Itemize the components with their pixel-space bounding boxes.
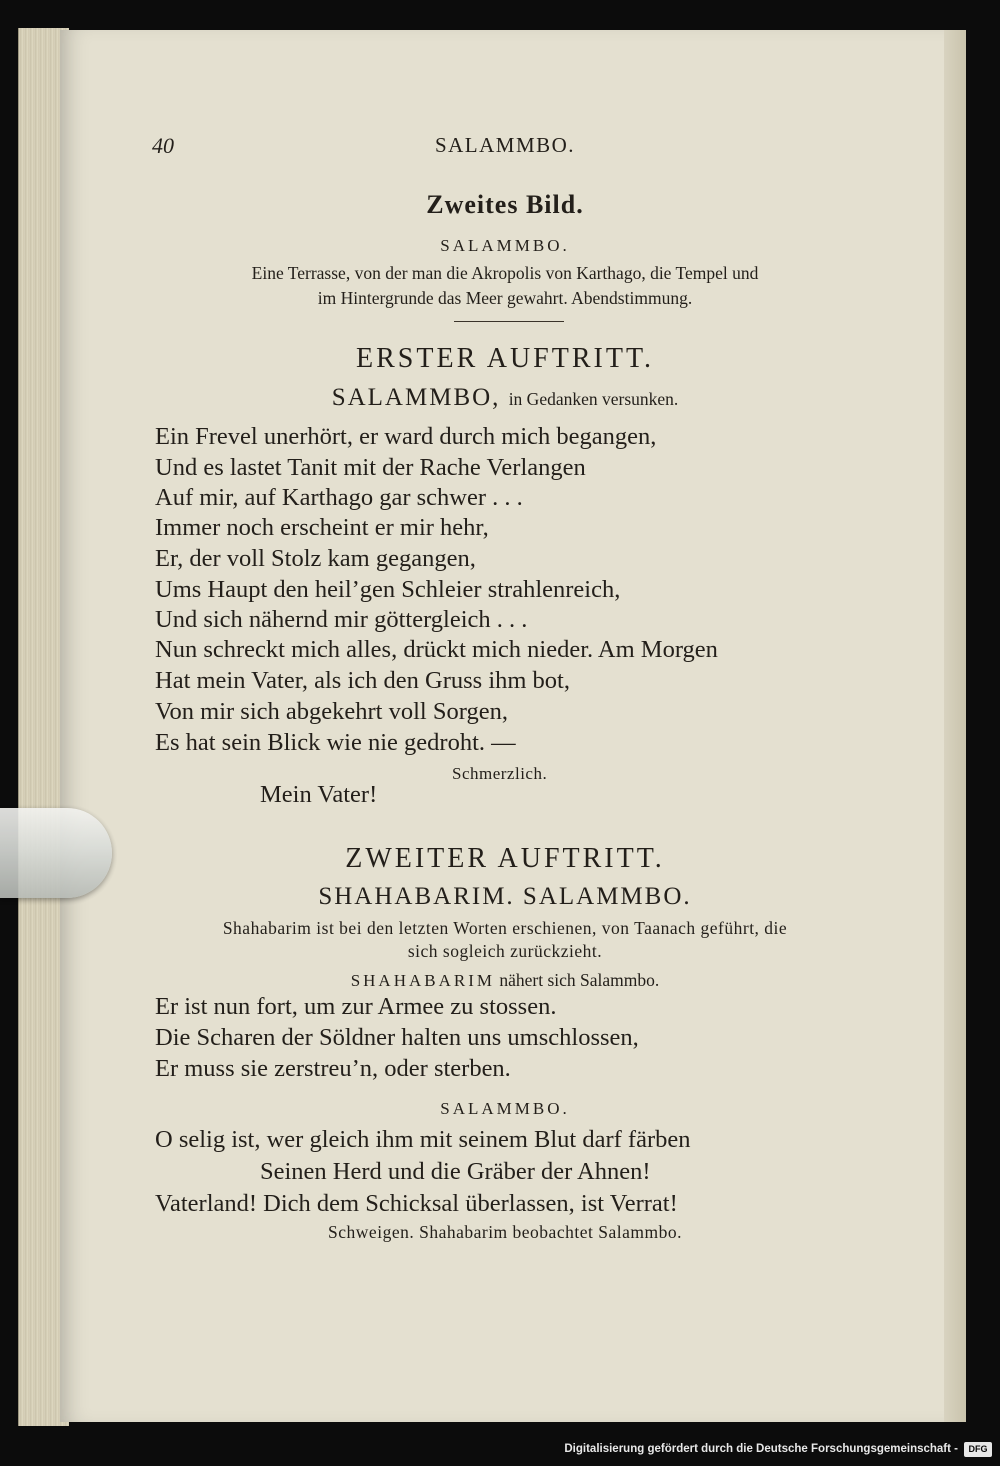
- verse-line: Er ist nun fort, um zur Armee zu stossen.: [155, 993, 557, 1020]
- speaker-name: SHAHABARIM: [350, 971, 495, 990]
- stage-direction: Schmerzlich.: [452, 764, 548, 783]
- verse-line: Seinen Herd und die Gräber der Ahnen!: [260, 1158, 651, 1185]
- section-divider: [454, 321, 564, 322]
- verse-line: Und es lastet Tanit mit der Rache Verlangen: [155, 454, 586, 481]
- dfg-logo: DFG: [964, 1442, 992, 1457]
- verse-line: O selig ist, wer gleich ihm mit seinem Blut darf färben: [155, 1126, 691, 1153]
- verse-line: Die Scharen der Söldner halten uns umschlossen,: [155, 1024, 639, 1051]
- cast-name: SALAMMBO,: [331, 384, 501, 411]
- stage-direction: sich sogleich zurückzieht.: [407, 941, 603, 961]
- verse-line: Ein Frevel unerhört, er ward durch mich begangen,: [155, 423, 657, 450]
- running-title: SALAMMBO.: [434, 133, 576, 157]
- scene-title: Zweites Bild.: [426, 190, 584, 219]
- speaker-name: SALAMMBO.: [440, 1099, 570, 1118]
- page-number: 40: [152, 133, 174, 158]
- act-title: ZWEITER AUFTRITT.: [345, 843, 665, 874]
- verse-line: Er, der voll Stolz kam gegangen,: [155, 545, 476, 572]
- dfg-credit: Digitalisierung gefördert durch die Deutsche Forschungsgemeinschaft -: [564, 1443, 958, 1455]
- setting-line: im Hintergrunde das Meer gewahrt. Abendstimmung.: [317, 288, 693, 308]
- speaker-line: [60, 970, 950, 991]
- verse-line: Von mir sich abgekehrt voll Sorgen,: [155, 698, 508, 725]
- verse-line: Hat mein Vater, als ich den Gruss ihm bot,: [155, 667, 570, 694]
- spoken-line: Mein Vater!: [260, 781, 378, 808]
- verse-line: Vaterland! Dich dem Schicksal überlassen, ist Verrat!: [155, 1190, 678, 1217]
- verse-line: Es hat sein Blick wie nie gedroht. —: [155, 729, 516, 756]
- cast-line: SHAHABARIM. SALAMMBO.: [318, 883, 692, 910]
- stage-direction: Shahabarim ist bei den letzten Worten erschienen, von Taanach geführt, die: [222, 918, 788, 938]
- verse-line: Nun schreckt mich alles, drückt mich nieder. Am Morgen: [155, 636, 718, 663]
- verse-line: Ums Haupt den heil’gen Schleier strahlenreich,: [155, 576, 621, 603]
- act-title: ERSTER AUFTRITT.: [356, 343, 654, 374]
- setting-name: SALAMMBO.: [440, 236, 570, 255]
- setting-line: Eine Terrasse, von der man die Akropolis von Karthago, die Tempel und: [251, 263, 759, 283]
- verse-line: Er muss sie zerstreu’n, oder sterben.: [155, 1055, 511, 1082]
- speaker-note: nähert sich Salammbo.: [499, 970, 660, 990]
- cast-note: in Gedanken versunken.: [508, 389, 679, 409]
- cast-line: [60, 384, 950, 412]
- verse-line: Immer noch erscheint er mir hehr,: [155, 514, 489, 541]
- stage-direction: Schweigen. Shahabarim beobachtet Salammbo.: [328, 1222, 682, 1242]
- verse-line: Auf mir, auf Karthago gar schwer . . .: [155, 484, 523, 511]
- verse-line: Und sich nähernd mir göttergleich . . .: [155, 606, 528, 633]
